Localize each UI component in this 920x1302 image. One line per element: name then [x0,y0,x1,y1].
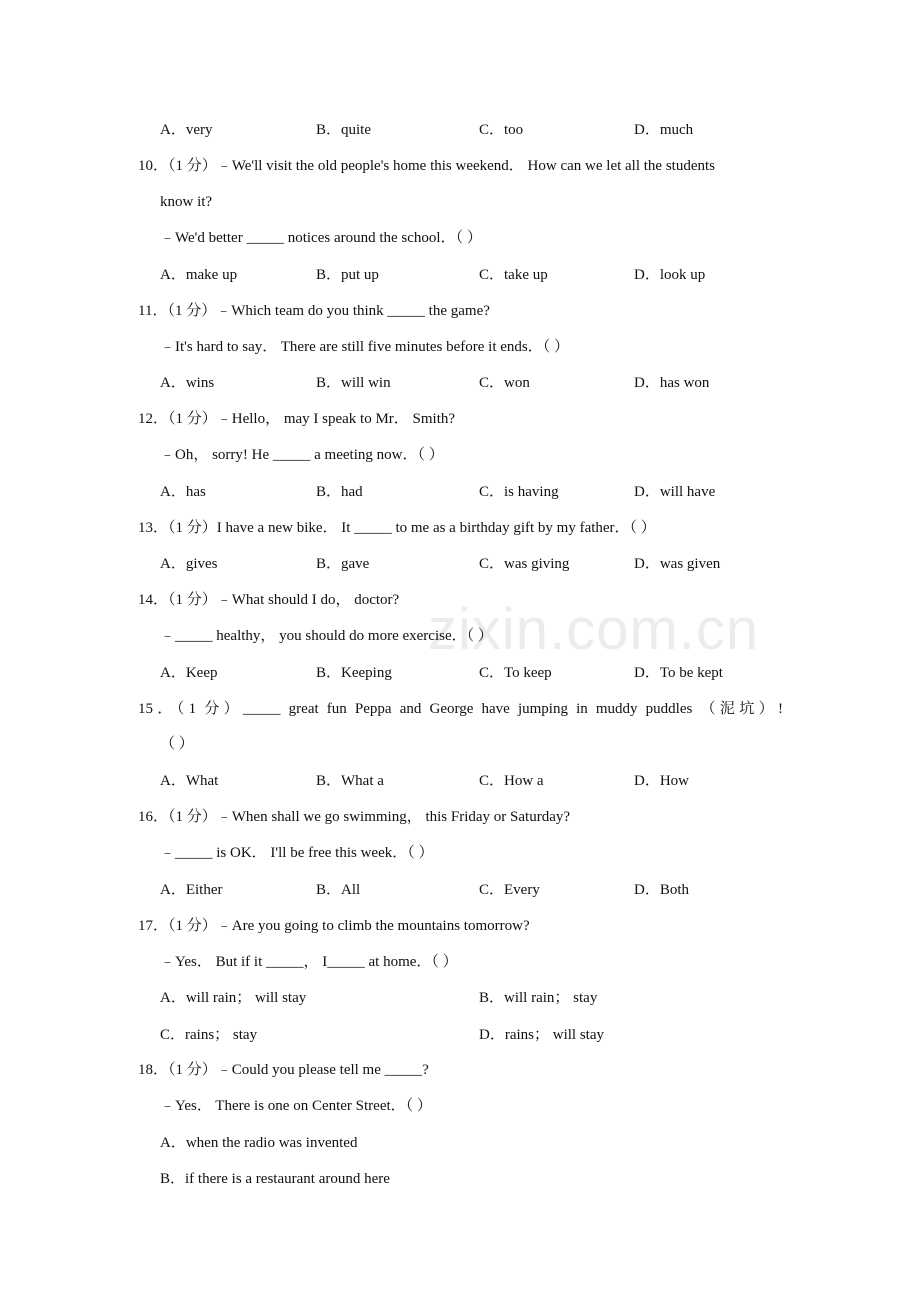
q12-option-c[interactable]: C．is having [479,484,559,500]
q12-question: 12．（1 分）﹣Hello， may I speak to Mr． Smith? [138,411,456,427]
q15-question: 15．（1 分）_____ great fun Peppa and George have jumping in muddy puddles （泥坑）! [138,701,783,717]
q9-option-a[interactable]: A．very [160,122,213,138]
q14-option-a[interactable]: A．Keep [160,665,218,681]
q9-option-d[interactable]: D．much [634,122,694,138]
q10-response: ﹣We'd better _____ notices around the school．（ ） [160,230,482,246]
q15-option-a[interactable]: A．What [160,773,219,789]
q10-option-a[interactable]: A．make up [160,267,238,283]
q17-option-d[interactable]: D．rains； will stay [479,1027,604,1043]
q16-question: 16．（1 分）﹣When shall we go swimming， this Friday or Saturday? [138,809,571,825]
q11-option-a[interactable]: A．wins [160,375,215,391]
q16-option-c[interactable]: C．Every [479,882,540,898]
q17-option-b[interactable]: B．will rain； stay [479,990,598,1006]
q10-question-line2: know it? [160,194,213,210]
q18-option-a[interactable]: A．when the radio was invented [160,1135,358,1151]
q15-option-c[interactable]: C．How a [479,773,544,789]
q11-option-d[interactable]: D．has won [634,375,710,391]
q14-option-b[interactable]: B．Keeping [316,665,392,681]
q13-option-b[interactable]: B．gave [316,556,370,572]
q14-question: 14．（1 分）﹣What should I do， doctor? [138,592,400,608]
q11-option-b[interactable]: B．will win [316,375,391,391]
q17-option-c[interactable]: C．rains； stay [160,1027,258,1043]
q9-option-c[interactable]: C．too [479,122,524,138]
q16-option-a[interactable]: A．Either [160,882,223,898]
q13-option-d[interactable]: D．was given [634,556,721,572]
q13-question: 13．（1 分）I have a new bike． It _____ to me as a birthday gift by my father．（ ） [138,520,656,536]
q18-option-b[interactable]: B．if there is a restaurant around here [160,1171,390,1187]
q14-option-d[interactable]: D．To be kept [634,665,723,681]
q15-option-b[interactable]: B．What a [316,773,384,789]
q10-option-c[interactable]: C．take up [479,267,548,283]
q16-option-d[interactable]: D．Both [634,882,690,898]
q16-option-b[interactable]: B．All [316,882,361,898]
watermark: zixin.com.cn [428,597,760,662]
q18-response: ﹣Yes． There is one on Center Street．（ ） [160,1098,432,1114]
q12-option-d[interactable]: D．will have [634,484,716,500]
q11-response: ﹣It's hard to say． There are still five minutes before it ends．（ ） [160,339,569,355]
q14-response: ﹣_____ healthy， you should do more exercise．（ ） [160,628,493,644]
q10-question-line1: 10．（1 分）﹣We'll visit the old people's home this weekend． How can we let all the students [138,158,716,174]
q13-option-c[interactable]: C．was giving [479,556,570,572]
q12-response: ﹣Oh， sorry! He _____ a meeting now．（ ） [160,447,444,463]
q15-answer-bracket: （ ） [160,736,194,752]
q12-option-b[interactable]: B．had [316,484,363,500]
q17-question: 17．（1 分）﹣Are you going to climb the mountains tomorrow? [138,918,530,934]
q14-option-c[interactable]: C．To keep [479,665,552,681]
q10-option-d[interactable]: D．look up [634,267,706,283]
q11-question: 11．（1 分）﹣Which team do you think _____ the game? [138,303,490,319]
q12-option-a[interactable]: A．has [160,484,206,500]
q13-option-a[interactable]: A．gives [160,556,218,572]
q18-question: 18．（1 分）﹣Could you please tell me _____? [138,1062,429,1078]
q16-response: ﹣_____ is OK． I'll be free this week．（ ） [160,845,434,861]
q9-option-b[interactable]: B．quite [316,122,371,138]
q15-option-d[interactable]: D．How [634,773,689,789]
q10-option-b[interactable]: B．put up [316,267,379,283]
q11-option-c[interactable]: C．won [479,375,530,391]
q17-response: ﹣Yes． But if it _____， I_____ at home．（ ） [160,954,458,970]
q17-option-a[interactable]: A．will rain； will stay [160,990,307,1006]
